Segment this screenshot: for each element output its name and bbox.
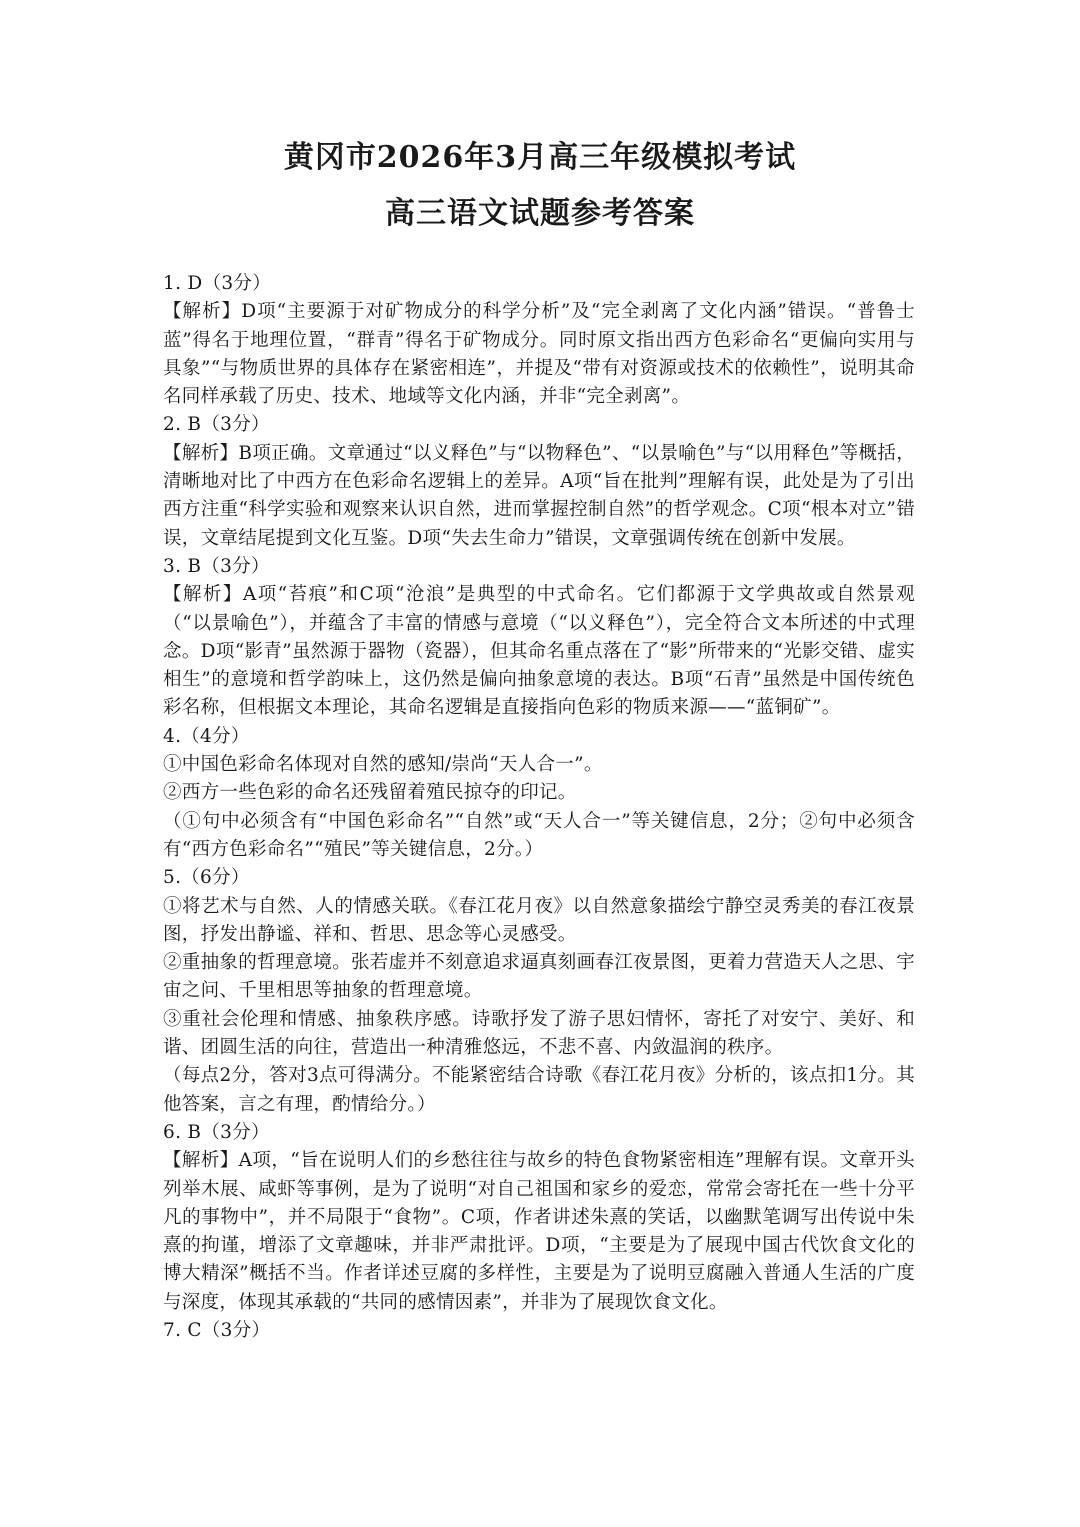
answer-1-analysis: 【解析】D项“主要源于对矿物成分的科学分析”及“完全剥离了文化内涵”错误。“普鲁士蓝”得名于地理位置，“群青”得名于矿物成分。同时原文指出西方色彩命名“更偏向实用与具象”“与物质世界的具体存在紧密相连”，并提及“带有对资源或技术的依赖性”，说明其命名同样承载了历史、技术、地域等文化内涵，并非“完全剥离”。 (163, 301, 915, 408)
answer-4-scoring-note: （①句中必须含有“中国色彩命名”“自然”或“天人合一”等关键信息，2分；②句中必须含有“西方色彩命名”“殖民”等关键信息，2分。） (163, 810, 915, 860)
answer-1-heading: 1. D（3分） (163, 273, 272, 294)
answer-5-point-2: ②重抽象的哲理意境。张若虚并不刻意追求逼真刻画春江夜景图，更着力营造天人之思、宇宙之问、千里相思等抽象的哲理意境。 (163, 952, 916, 1002)
answer-5-point-3: ③重社会伦理和情感、抽象秩序感。诗歌抒发了游子思妇情怀，寄托了对安宁、美好、和谐、团圆生活的向往，营造出一种清雅悠远，不悲不喜、内敛温润的秩序。 (163, 1008, 915, 1059)
answer-3-heading: 3. B（3分） (163, 555, 270, 577)
answer-7-heading: 7. C（3分） (163, 1319, 271, 1341)
document-title: 黄冈市2026年3月高三年级模拟考试 (283, 140, 797, 175)
answer-5-point-1: ①将艺术与自然、人的情感关联。《春江花月夜》以自然意象描绘宁静空灵秀美的春江夜景图，抒发出静谧、祥和、哲思、思念等心灵感受。 (163, 895, 915, 945)
answer-2-analysis: 【解析】B项正确。文章通过“以义释色”与“以物释色”、“以景喻色”与“以用释色”等概括，清晰地对比了中西方在色彩命名逻辑上的差异。A项“旨在批判”理解有误，此处是为了引出西方注重“科学实验和观察来认识自然，进而掌握控制自然”的哲学观念。C项“根本对立”错误，文章结尾提到文化互鉴。D项“失去生命力”错误，文章强调传统在创新中发展。 (163, 442, 915, 549)
answer-3-analysis: 【解析】A项“苔痕”和C项“沧浪”是典型的中式命名。它们都源于文学典故或自然景观（“以景喻色”），并蕴含了丰富的情感与意境（“以义释色”），完全符合文本所述的中式理念。D项“影青”虽然源于器物（瓷器），但其命名重点落在了“影”所带来的“光影交错、虚实相生”的意境和哲学韵味上，这仍然是偏向抽象意境的表达。B项“石青”虽然是中国传统色彩名称，但根据文本理论，其命名逻辑是直接指向色彩的物质来源——“蓝铜矿”。 (163, 584, 915, 719)
answer-5-heading: 5.（6分） (163, 867, 250, 889)
answer-5-scoring-note: （每点2分，答对3点可得满分。不能紧密结合诗歌《春江花月夜》分析的，该点扣1分。其他答案，言之有理，酌情给分。） (163, 1065, 915, 1115)
answer-6-heading: 6. B（3分） (163, 1121, 270, 1143)
document-subtitle: 高三语文试题参考答案 (385, 196, 695, 231)
answer-4-heading: 4.（4分） (163, 725, 250, 747)
answer-2-heading: 2. B（3分） (163, 414, 270, 436)
answer-content (163, 270, 915, 1345)
answer-4-point-2: ②西方一些色彩的命名还残留着殖民掠夺的印记。 (163, 782, 577, 804)
answer-4-point-1: ①中国色彩命名体现对自然的感知/崇尚“天人合一”。 (163, 754, 603, 776)
answer-6-analysis: 【解析】A项，“旨在说明人们的乡愁往往与故乡的特色食物紧密相连”理解有误。文章开头列举木展、咸虾等事例，是为了说明“对自己祖国和家乡的爱恋，常常会寄托在一些十分平凡的事物中”，并不局限于“食物”。C项，作者讲述朱熹的笑话，以幽默笔调写出传说中朱熹的拘谨，增添了文章趣味，并非严肃批评。D项，“主要是为了展现中国古代饮食文化的博大精深”概括不当。作者详述豆腐的多样性，主要是为了说明豆腐融入普通人生活的广度与深度，体现其承载的“共同的感情因素”，并非为了展现饮食文化。 (163, 1150, 915, 1313)
